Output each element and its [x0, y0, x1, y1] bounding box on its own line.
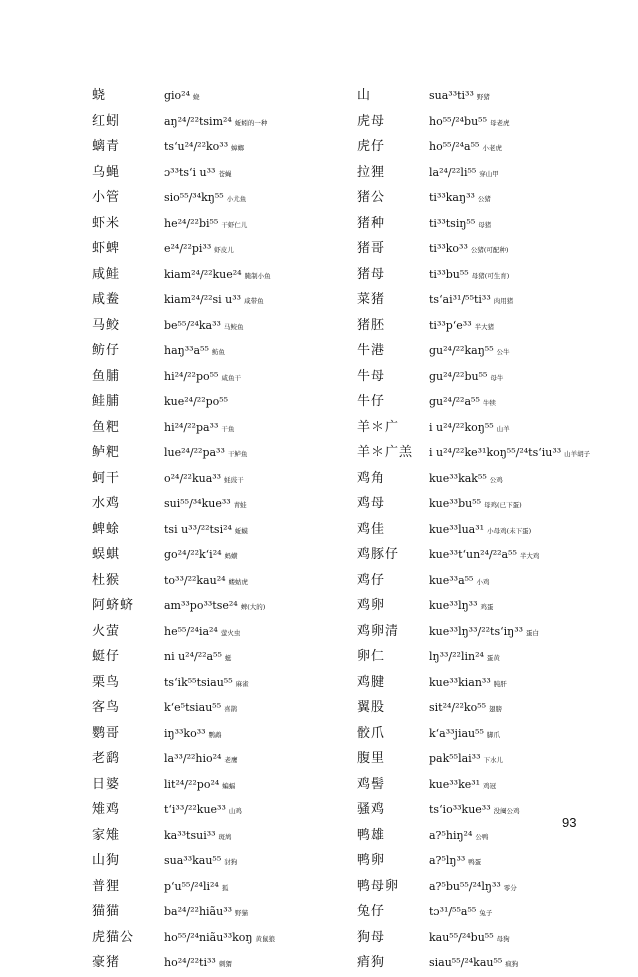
entry-pronunciation: kʻe⁵tsiau⁵⁵	[164, 701, 222, 714]
entry-word: 杜猴	[92, 572, 121, 588]
entry-row	[92, 161, 275, 187]
entry-pronunciation: sua³³ti³³	[429, 89, 474, 102]
entry-gloss: 鹦鹉	[208, 730, 222, 739]
entry-row	[357, 365, 590, 391]
entry-row	[92, 339, 275, 365]
entry-word: 蜓仔	[92, 649, 121, 664]
entry-pronunciation: ho⁵⁵/²⁴bu⁵⁵	[429, 114, 487, 128]
entry-gloss: 苍蝇	[218, 169, 232, 178]
entry-gloss: 肫肝	[493, 679, 507, 688]
entry-gloss: 蝼蛄虎	[228, 577, 249, 586]
entry-pronunciation: kue³³lŋ³³/²²tsʻiŋ³³	[429, 624, 524, 638]
entry-pronunciation: ka³³tsui³³	[164, 828, 216, 842]
entry-word: 菜猪	[357, 292, 386, 307]
entry-word: 猪公	[357, 190, 386, 205]
entry-pronunciation: ti³³tsiŋ⁵⁵	[429, 216, 476, 230]
entry-pronunciation: pak⁵⁵lai³³	[429, 752, 481, 765]
entry-gloss: 山羊胡子	[564, 450, 591, 458]
entry-row	[357, 390, 590, 416]
entry-gloss: 小尤鱼	[226, 195, 247, 203]
entry-row	[357, 314, 590, 340]
entry-gloss: 母牛	[490, 373, 504, 382]
entry-pronunciation: gu²⁴/²²bu⁵⁵	[429, 369, 488, 383]
entry-word: 鲈粑	[92, 445, 121, 460]
entry-gloss: 母老虎	[490, 118, 510, 127]
entry-word: 蜈蜞	[92, 547, 121, 562]
entry-gloss: 小鸡	[476, 577, 490, 586]
entry-pronunciation: lŋ³³/²²lin²⁴	[429, 650, 484, 663]
entry-gloss: 零分	[503, 883, 517, 892]
entry-pronunciation: kue³³kian³³	[429, 675, 491, 689]
entry-pronunciation: am³³po³³tse²⁴	[164, 599, 238, 612]
entry-gloss: 公猪	[477, 195, 491, 203]
entry-word: 鸡豚仔	[357, 547, 400, 562]
entry-word: 拉狸	[357, 164, 386, 180]
entry-pronunciation: ti³³ko³³	[429, 242, 468, 255]
entry-row	[357, 798, 590, 824]
entry-row	[92, 135, 275, 161]
entry-gloss: 蚯蟆	[234, 526, 248, 535]
entry-pronunciation: ɔ³³tsʻi u³³	[164, 165, 216, 179]
entry-word: 羊＊广羔	[357, 445, 414, 460]
entry-word: 牛母	[357, 368, 386, 384]
entry-pronunciation: kue³³tʻun²⁴/²²a⁵⁵	[429, 548, 517, 561]
entry-pronunciation: kue³³lŋ³³	[429, 599, 478, 612]
entry-pronunciation: be⁵⁵/²⁴ka³³	[164, 318, 221, 332]
entry-row	[92, 747, 275, 773]
entry-gloss: 野猫	[235, 909, 249, 917]
entry-gloss: 翅膀	[489, 705, 503, 713]
entry-pronunciation: ti³³bu⁵⁵	[429, 267, 469, 281]
entry-gloss: 蜱(大的)	[240, 603, 266, 611]
entry-word: 鱼粑	[92, 419, 121, 435]
entry-word: 水鸡	[92, 496, 121, 511]
entry-gloss: 公牛	[496, 348, 510, 356]
entry-word: 蛲	[92, 88, 107, 103]
entry-gloss: 下水儿	[483, 756, 503, 764]
entry-row	[92, 594, 275, 620]
entry-row	[357, 161, 590, 187]
entry-pronunciation: lue²⁴/²²pa³³	[164, 446, 225, 459]
entry-pronunciation: sio⁵⁵/³⁴kŋ⁵⁵	[164, 191, 224, 204]
entry-word: 咸鲑	[92, 266, 121, 282]
entry-pronunciation: e²⁴/²²pi³³	[164, 242, 212, 255]
entry-word: 山	[357, 88, 372, 103]
entry-row	[357, 594, 590, 620]
entry-word: 猪哥	[357, 241, 386, 256]
entry-word: 猫猫	[92, 904, 121, 919]
entry-gloss: 干鲈鱼	[227, 450, 248, 458]
entry-word: 鸭雄	[357, 827, 386, 843]
page-number: 93	[562, 815, 577, 830]
entry-pronunciation: kue²⁴/²²po⁵⁵	[164, 395, 229, 408]
entry-word: 普狸	[92, 878, 121, 894]
entry-row	[357, 951, 590, 977]
entry-word: 豪猪	[92, 955, 121, 970]
entry-gloss: 公猪(可配种)	[470, 246, 509, 254]
entry-pronunciation: i u²⁴/²²koŋ⁵⁵	[429, 420, 494, 434]
entry-pronunciation: kue³³lua³¹	[429, 522, 485, 536]
entry-row	[92, 926, 275, 952]
entry-word: 鹦哥	[92, 725, 121, 741]
entry-word: 火萤	[92, 623, 121, 639]
entry-pronunciation: he⁵⁵/²⁴ia²⁴	[164, 624, 218, 638]
entry-word: 痟狗	[357, 955, 386, 970]
entry-row	[92, 186, 275, 212]
entry-pronunciation: i u²⁴/²²ke³¹koŋ⁵⁵/²⁴tsʻiu³³	[429, 446, 562, 459]
entry-gloss: 半大猪	[474, 322, 495, 331]
entry-row	[357, 339, 590, 365]
entry-row	[92, 875, 275, 901]
entry-gloss: 蝙蝠	[222, 781, 236, 790]
entry-row	[357, 135, 590, 161]
entry-gloss: 公鸡	[489, 475, 503, 484]
entry-pronunciation: aŋ²⁴/²²tsim²⁴	[164, 114, 232, 128]
entry-word: 小管	[92, 190, 121, 205]
entry-gloss: 半大鸡	[519, 552, 540, 560]
entry-word: 鸡卵	[357, 598, 386, 613]
entry-row	[92, 543, 275, 569]
entry-word: 老鹞	[92, 751, 121, 766]
entry-pronunciation: gu²⁴/²²kaŋ⁵⁵	[429, 344, 494, 357]
right-column	[357, 84, 590, 977]
entry-word: 栗鸟	[92, 674, 121, 690]
entry-row	[92, 263, 275, 289]
entry-row	[92, 824, 275, 850]
entry-row	[92, 467, 275, 493]
entry-word: 虎猫公	[92, 929, 135, 945]
entry-pronunciation: ba²⁴/²²hiãu³³	[164, 905, 233, 918]
entry-row	[357, 773, 590, 799]
entry-word: 虎仔	[357, 139, 386, 154]
entry-gloss: 鸡蛋	[480, 603, 494, 611]
entry-row	[357, 84, 590, 110]
entry-word: 骚鸡	[357, 802, 386, 817]
entry-row	[357, 696, 590, 722]
entry-word: 阿蛴蛴	[92, 598, 135, 613]
entry-row	[357, 288, 590, 314]
entry-word: 鲂仔	[92, 343, 121, 358]
entry-row	[92, 518, 275, 544]
entry-gloss: 刺猬	[218, 960, 232, 968]
entry-gloss: 蟑螂	[231, 144, 245, 152]
entry-pronunciation: tsʻik⁵⁵tsiau⁵⁵	[164, 675, 233, 689]
entry-word: 马鲛	[92, 317, 121, 333]
entry-word: 鸭卵	[357, 853, 386, 868]
entry-row	[92, 773, 275, 799]
entry-row	[92, 237, 275, 263]
entry-word: 鸡佳	[357, 521, 386, 537]
entry-row	[357, 518, 590, 544]
entry-row	[357, 645, 590, 671]
entry-gloss: 喜鹊	[224, 705, 238, 713]
entry-pronunciation: haŋ³³a⁵⁵	[164, 344, 209, 357]
entry-pronunciation: la³³/²²hio²⁴	[164, 752, 222, 765]
entry-row	[92, 722, 275, 748]
entry-row	[357, 467, 590, 493]
entry-word: 乌蝇	[92, 164, 121, 180]
entry-row	[357, 492, 590, 518]
entry-gloss: 腌制小鱼	[244, 271, 271, 280]
entry-pronunciation: kue³³bu⁵⁵	[429, 497, 482, 510]
entry-gloss: 蛋白	[526, 628, 540, 637]
entry-pronunciation: ti³³kaŋ³³	[429, 191, 475, 204]
entry-pronunciation: gio²⁴	[164, 89, 191, 102]
entry-gloss: 萤火虫	[220, 628, 241, 637]
entry-gloss: 青蛙	[233, 501, 247, 509]
entry-word: 鸡母	[357, 496, 386, 511]
entry-gloss: 母猪(可生育)	[471, 271, 510, 280]
entry-word: 兔仔	[357, 904, 386, 919]
entry-row	[92, 798, 275, 824]
entry-word: 山狗	[92, 853, 121, 868]
entry-gloss: 蚝豉干	[224, 475, 244, 484]
entry-gloss: 咸鱼干	[221, 373, 241, 382]
entry-row	[92, 416, 275, 442]
entry-row	[92, 84, 275, 110]
entry-pronunciation: he²⁴/²²bi⁵⁵	[164, 216, 219, 230]
entry-row	[357, 110, 590, 136]
entry-word: 猪种	[357, 215, 386, 231]
entry-row	[92, 212, 275, 238]
entry-pronunciation: siau⁵⁵/²⁴kau⁵⁵	[429, 956, 503, 969]
entry-pronunciation: a?⁵hiŋ²⁴	[429, 828, 473, 842]
entry-pronunciation: kue³³a⁵⁵	[429, 573, 474, 587]
entry-pronunciation: tɔ³¹/⁵⁵a⁵⁵	[429, 905, 477, 918]
entry-row	[357, 671, 590, 697]
entry-word: 鸭母卵	[357, 878, 400, 894]
entry-word: 猪母	[357, 266, 386, 282]
entry-row	[357, 824, 590, 850]
entry-gloss: 蚂蟥	[224, 552, 238, 560]
entry-word: 客鸟	[92, 700, 121, 715]
entry-row	[92, 696, 275, 722]
entry-gloss: 马鲛鱼	[223, 322, 244, 331]
entry-gloss: 山羊	[496, 424, 510, 433]
entry-row	[92, 365, 275, 391]
entry-row	[357, 569, 590, 595]
entry-pronunciation: ho²⁴/²²ti³³	[164, 956, 216, 969]
entry-gloss: 狐	[221, 883, 229, 892]
entry-gloss: 没阉公鸡	[493, 807, 520, 815]
entry-word: 雉鸡	[92, 802, 121, 817]
entry-pronunciation: kiam²⁴/²²kue²⁴	[164, 267, 242, 281]
entry-row	[92, 900, 275, 926]
entry-gloss: 鸡冠	[483, 781, 497, 790]
entry-pronunciation: tʻi³³/²²kue³³	[164, 803, 226, 816]
entry-row	[92, 492, 275, 518]
entry-gloss: 脚爪	[486, 730, 500, 739]
entry-word: 骹爪	[357, 725, 386, 741]
entry-pronunciation: kue³³kak⁵⁵	[429, 471, 487, 485]
left-column	[92, 84, 275, 977]
entry-gloss: 黄鼠狼	[255, 934, 275, 943]
entry-gloss: 公鸭	[475, 832, 489, 841]
entry-word: 牛仔	[357, 394, 386, 409]
entry-word: 卵仁	[357, 649, 386, 664]
entry-pronunciation: tsʻai³¹/⁵⁵ti³³	[429, 293, 491, 306]
entry-gloss: 干虾仁儿	[221, 220, 248, 229]
entry-word: 鸡卵清	[357, 623, 400, 639]
entry-gloss: 小老虎	[482, 144, 502, 152]
entry-pronunciation: gu²⁴/²²a⁵⁵	[429, 395, 480, 408]
entry-row	[357, 543, 590, 569]
entry-pronunciation: hi²⁴/²²po⁵⁵	[164, 369, 219, 383]
entry-word: 鸡角	[357, 470, 386, 486]
entry-word: 鱼脯	[92, 368, 121, 384]
entry-gloss: 蜓	[224, 654, 232, 662]
entry-word: 虾米	[92, 215, 121, 231]
entry-pronunciation: pʻu⁵⁵/²⁴li²⁴	[164, 879, 219, 893]
entry-pronunciation: ni u²⁴/²²a⁵⁵	[164, 650, 222, 663]
entry-gloss: 兔子	[479, 909, 493, 917]
entry-pronunciation: la²⁴/²²li⁵⁵	[429, 165, 477, 179]
entry-row	[357, 747, 590, 773]
entry-word: 虾蜱	[92, 241, 121, 256]
entry-pronunciation: kʻa³³jiau⁵⁵	[429, 726, 484, 740]
entry-gloss: 咸带鱼	[244, 297, 264, 305]
entry-word: 羊＊广	[357, 419, 400, 435]
entry-word: 家雉	[92, 827, 121, 843]
entry-row	[357, 263, 590, 289]
entry-row	[92, 569, 275, 595]
entry-pronunciation: kiam²⁴/²²si u³³	[164, 293, 242, 306]
entry-word: 蚵干	[92, 470, 121, 486]
entry-word: 螭青	[92, 139, 121, 154]
entry-gloss: 母狗	[496, 934, 510, 943]
entry-gloss: 麻雀	[235, 679, 249, 688]
entry-gloss: 干鱼	[221, 424, 235, 433]
entry-pronunciation: tsi u³³/²²tsi²⁴	[164, 522, 232, 536]
entry-row	[92, 849, 275, 875]
entry-row	[357, 926, 590, 952]
entry-gloss: 蚯蚓的一种	[234, 118, 268, 127]
entry-row	[357, 722, 590, 748]
entry-row	[357, 900, 590, 926]
entry-word: 猪胚	[357, 317, 386, 333]
entry-pronunciation: go²⁴/²²kʻi²⁴	[164, 548, 222, 561]
entry-row	[357, 441, 590, 467]
entry-gloss: 母猪	[478, 220, 492, 229]
entry-word: 鸡髻	[357, 776, 386, 792]
entry-row	[92, 671, 275, 697]
entry-gloss: 肉用猪	[493, 297, 514, 305]
entry-gloss: 穿山甲	[479, 169, 499, 178]
entry-word: 虎母	[357, 113, 386, 129]
entry-pronunciation: to³³/²²kau²⁴	[164, 573, 226, 587]
entry-pronunciation: kue³³ke³¹	[429, 777, 481, 791]
entry-word: 腹里	[357, 751, 386, 766]
entry-pronunciation: ho⁵⁵/²⁴niãu³³koŋ	[164, 930, 253, 944]
entry-pronunciation: iŋ³³ko³³	[164, 726, 206, 740]
entry-row	[357, 186, 590, 212]
entry-pronunciation: lit²⁴/²²po²⁴	[164, 777, 220, 791]
entry-gloss: 母鸡(已下蛋)	[484, 501, 522, 509]
entry-gloss: 鲂鱼	[211, 348, 225, 356]
entry-word: 咸鲞	[92, 292, 121, 307]
entry-gloss: 牛犊	[482, 399, 496, 407]
entry-row	[92, 645, 275, 671]
entry-gloss: 野猪	[476, 93, 490, 101]
entry-pronunciation: tsʻio³³kue³³	[429, 803, 491, 816]
entry-word: 翼股	[357, 700, 386, 715]
entry-row	[357, 620, 590, 646]
entry-row	[92, 314, 275, 340]
entry-pronunciation: o²⁴/²²kua³³	[164, 471, 222, 485]
entry-row	[357, 237, 590, 263]
entry-word: 蜱蜍	[92, 521, 121, 537]
entry-pronunciation: a?⁵bu⁵⁵/²⁴lŋ³³	[429, 879, 501, 893]
entry-gloss: 豺狗	[224, 858, 238, 866]
entry-gloss: 虾皮儿	[214, 246, 234, 254]
entry-word: 狗母	[357, 929, 386, 945]
entry-row	[357, 875, 590, 901]
entry-row	[92, 620, 275, 646]
entry-gloss: 蛋黄	[486, 654, 500, 662]
entry-word: 红蚓	[92, 113, 121, 129]
entry-word: 鸡仔	[357, 572, 386, 588]
entry-gloss: 山鸡	[228, 807, 242, 815]
entry-pronunciation: kau⁵⁵/²⁴bu⁵⁵	[429, 930, 494, 944]
entry-gloss: 蛲	[193, 93, 200, 101]
entry-word: 鸡腱	[357, 674, 386, 690]
entry-gloss: 老鹰	[224, 756, 238, 764]
entry-pronunciation: sit²⁴/²²ko⁵⁵	[429, 701, 487, 714]
entry-pronunciation: sui⁵⁵/³⁴kue³³	[164, 497, 231, 510]
entry-pronunciation: a?⁵lŋ³³	[429, 854, 466, 867]
entry-row	[92, 951, 275, 977]
entry-row	[357, 416, 590, 442]
entry-pronunciation: hi²⁴/²²pa³³	[164, 420, 219, 434]
entry-row	[92, 110, 275, 136]
entry-pronunciation: sua³³kau⁵⁵	[164, 854, 222, 867]
entry-row	[92, 441, 275, 467]
entry-row	[357, 849, 590, 875]
entry-gloss: 小母鸡(未下蛋)	[487, 526, 532, 535]
entry-pronunciation: ti³³pʻe³³	[429, 318, 472, 332]
entry-row	[357, 212, 590, 238]
entry-pronunciation: tsʻu²⁴/²²ko³³	[164, 140, 229, 153]
entry-pronunciation: ho⁵⁵/²⁴a⁵⁵	[429, 140, 480, 153]
entry-row	[92, 390, 275, 416]
entry-row	[92, 288, 275, 314]
entry-word: 日婆	[92, 776, 121, 792]
entry-gloss: 鸭蛋	[468, 858, 482, 866]
entry-word: 鲑脯	[92, 394, 121, 409]
entry-gloss: 疯狗	[505, 960, 519, 968]
entry-word: 牛港	[357, 343, 386, 358]
entry-gloss: 斑鸠	[218, 832, 232, 841]
